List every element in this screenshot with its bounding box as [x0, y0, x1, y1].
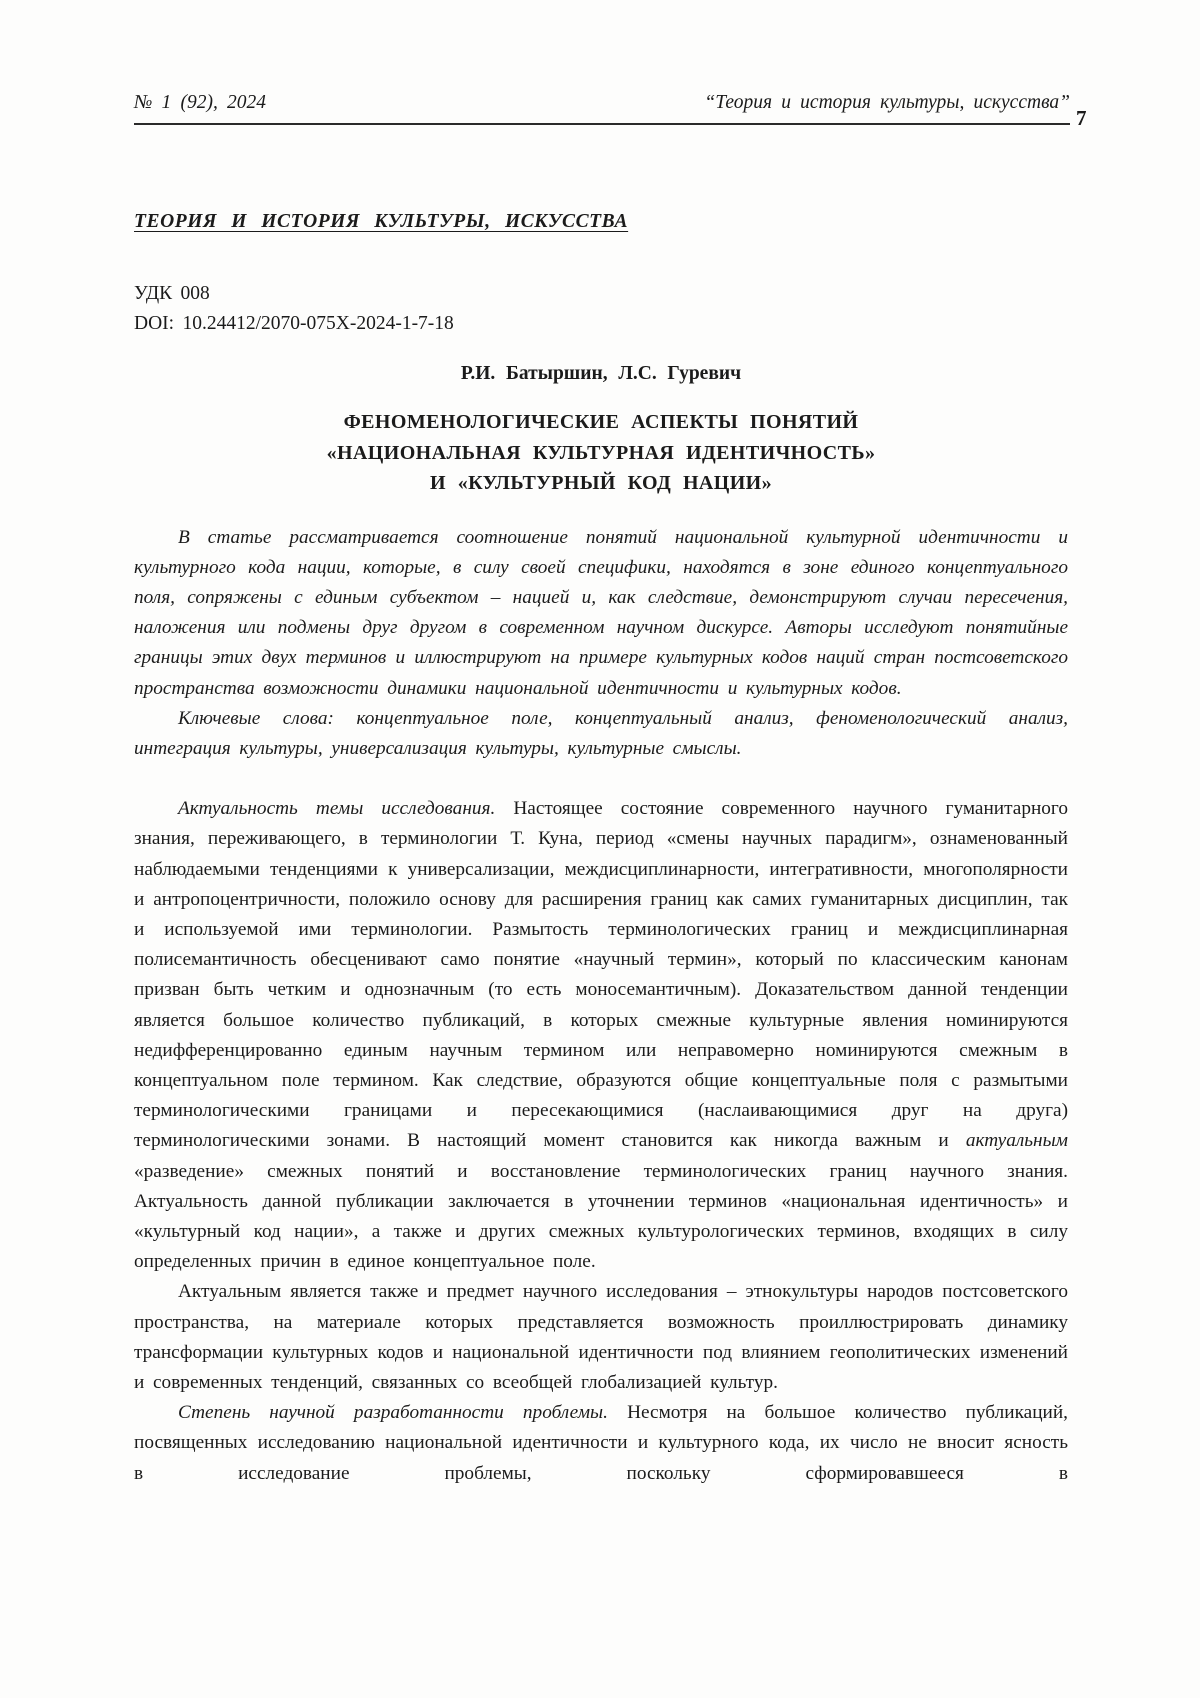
- page-content: [0, 211, 1200, 1489]
- doi-line: DOI: 10.24412/2070-075X-2024-1-7-18: [134, 313, 454, 334]
- udc-line: УДК 008: [134, 283, 210, 304]
- paragraph: [134, 1277, 1068, 1398]
- page-number: 7: [1076, 106, 1087, 130]
- emphasis-text: Степень научной разработанности проблемы.: [178, 1402, 608, 1424]
- title-line: И «КУЛЬТУРНЫЙ КОД НАЦИИ»: [429, 472, 773, 494]
- text-run: Настоящее состояние современного научного гуманитарного знания, переживающего, в терминологии Т. Куна, период «смены научных парадигм», ознаменованный наблюдаемыми тенденциями к универсализации, междисциплинарности, интегративности, многополярности и антропоцентричности, положило основу для расширения границ как самих гуманитарных дисциплин, так и используемой ими терминологии. Размытость терминологических границ и междисциплинарная полисемантичность обесценивают само понятие «научный термин», который по классическим канонам призван быть четким и однозначным (то есть моносемантичным). Доказательством данной тенденции является большое количество публикаций, в которых смежные культурные явления номинируются недифференцированно единым научным термином или неправомерно номинируются смежным в концептуальном поле термином. Как следствие, образуются общие концептуальные поля с размытыми терминологическими границами и пересекающимися (наслаивающимися друг на друга) терминологическими зонами. В настоящий момент становится как никогда важным и: [134, 798, 1069, 1152]
- emphasis-text: концептуальное поле, концептуальный анализ, феноменологический анализ, интеграция культуры, универсализация культуры, культурные смыслы.: [134, 707, 1068, 759]
- abstract-section: [134, 523, 1068, 765]
- emphasis-text: В статье рассматривается соотношение понятий национальной культурной идентичности и культурного кода нации, которые, в силу своей специфики, находятся в зоне единого концептуального поля, сопряжены с единым субъектом – нацией и, как следствие, демонстрируют случаи пересечения, наложения или подмены друг другом в современном научном дискурсе. Авторы исследуют понятийные границы этих двух терминов и иллюстрируют на примере культурных кодов наций стран постсоветского пространства возможности динамики национальной идентичности и культурных кодов.: [134, 526, 1068, 699]
- paragraph: [134, 523, 1068, 704]
- running-header: [134, 92, 1070, 125]
- paragraph: [134, 1398, 1068, 1489]
- body-section: [134, 794, 1068, 1489]
- authors-line: Р.И. Батыршин, Л.С. Гуревич: [460, 363, 742, 384]
- issue-info: № 1 (92), 2024: [134, 92, 266, 113]
- title-line: ФЕНОМЕНОЛОГИЧЕСКИЕ АСПЕКТЫ ПОНЯТИЙ: [343, 411, 859, 433]
- emphasis-text: Ключевые слова:: [178, 707, 357, 729]
- text-run: Несмотря на большое количество публикаций, посвященных исследованию национальной идентичности и культурного кода, их число не вносит ясность в исследование проблемы, поскольку сформировавшееся в: [134, 1402, 1068, 1484]
- article-title: [134, 407, 1068, 499]
- text-run: Актуальным является также и предмет научного исследования – этнокультуры народов постсоветского пространства, на материале которых представляется возможность проиллюстрировать динамику трансформации культурных кодов и национальной идентичности под влиянием геополитических изменений и современных тенденций, связанных со всеобщей глобализацией культур.: [134, 1281, 1068, 1393]
- paragraph: [134, 704, 1068, 764]
- emphasis-text: актуальным: [965, 1130, 1068, 1152]
- section-heading: ТЕОРИЯ И ИСТОРИЯ КУЛЬТУРЫ, ИСКУССТВА: [134, 211, 629, 232]
- article-meta: [134, 279, 1068, 339]
- emphasis-text: Актуальность темы исследования.: [178, 798, 496, 820]
- paragraph: [134, 794, 1068, 1277]
- text-run: «разведение» смежных понятий и восстановление терминологических границ научного знания. Актуальность данной публикации заключается в уточнении терминов «национальная идентичность» и «культурный код нации», а также и других смежных культурологических терминов, входящих в силу определенных причин в единое концептуальное поле.: [134, 1160, 1068, 1273]
- journal-title: “Теория и история культуры, искусства”: [704, 92, 1070, 113]
- title-line: «НАЦИОНАЛЬНАЯ КУЛЬТУРНАЯ ИДЕНТИЧНОСТЬ»: [326, 441, 876, 464]
